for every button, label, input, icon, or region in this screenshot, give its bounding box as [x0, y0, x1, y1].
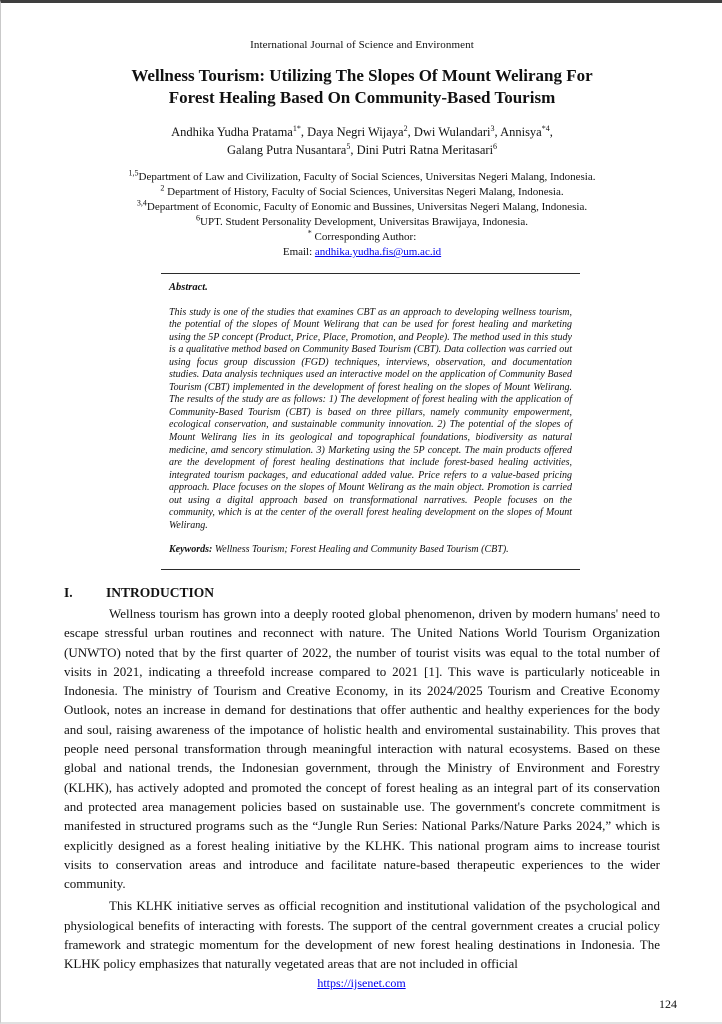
author: Galang Putra Nusantara$^5$, — [226, 141, 357, 157]
abstract-box — [161, 273, 580, 570]
page-content — [1, 3, 722, 974]
affiliation-line: $^{1,5}$Department of Law and Civilization, Faculty of Social Sciences, Universitas Negeri Malang, Indonesia. — [128, 168, 596, 183]
page-number: 124 — [659, 997, 677, 1011]
affiliations-block — [64, 170, 660, 260]
abstract-heading: Abstract. — [169, 282, 208, 293]
paper-title-line2: Forest Healing Based On Community-Based Tourism — [168, 88, 556, 107]
section-heading-introduction — [64, 585, 660, 601]
keywords-label: Keywords: — [169, 544, 213, 556]
corresponding-author-line: * Corresponding Author: — [307, 228, 417, 243]
introduction-paragraph-1: Wellness tourism has grown into a deeply rooted global phenomenon, driven by modern humans' need to escape stressful urban routines and reconnect with nature. The United Nations World Tourism Organization (UNWTO) noted that by the first quarter of 2022, the number of tourist visits was equal to the total number of visits in 2021, indicating a threefold increase compared to 2021 [1]. This wave is particularly noticeable in Indonesia. The ministry of Tourism and Creative Economy, in its 2024/2025 Tourism and Creative Economy Outlook, notes an increase in demand for destinations that offer authentic and healthy experiences for the body and soul, raising awareness of the impotance of holistic health and enviromental sustainability. This proves that people need personal transformation through meaningful interaction with natural ecosystems. Based on these global and national trends, the Indonesian government, through the Ministry of Environment and Forestry (KLHK), has actively adopted and promoted the concept of forest healing as an integral part of its conservation and protected area management policies based on sustainable use. The government's concrete commitment is manifested in structured programs such as the “Jungle Run Series: National Parks/Nature Parks 2024,” which is explicitly designed as a forest healing initiative by the KLHK. This national program aims to increase tourist visits to conservation areas and introduce and facilitate nature-based therapeutic experiences to the wider community. — [64, 605, 660, 892]
author: Dini Putri Ratna Meritasari$^6$ — [356, 141, 498, 157]
journal-header: International Journal of Science and Environment — [250, 39, 474, 51]
section-number: I. — [64, 584, 73, 600]
paper-title-line1: Wellness Tourism: Utilizing The Slopes Of Mount Welirang For — [131, 66, 593, 85]
footer-journal-link[interactable]: https://ijsenet.com — [317, 976, 406, 990]
email-line — [64, 245, 660, 260]
keywords-text: Wellness Tourism; Forest Healing and Community Based Tourism (CBT). — [212, 544, 509, 556]
affiliation-line: $^2$ Department of History, Faculty of Social Sciences, Universitas Negeri Malang, Indonesia. — [160, 183, 564, 198]
authors-block — [64, 124, 660, 159]
abstract-text: This study is one of the studies that examines CBT as an approach to developing wellness tourism, the potential of the slopes of Mount Welirang that can be used for forest healing and marketing using the 5P concept (Product, Price, Place, Promotion, and People). The method used in this study is a qualitative method based on Community Based Tourism (CBT). Data collection was carried out using focus group discussion (FGD) techniques, interviews, observation, and documentation studies. Data analysis techniques used an interactive model on the application of Community Based Tourism (CBT) implemented in the development of forest healing on the slopes of Mount Welirang. The results of the study are as follows: 1) The development of forest healing with the application of Community-Based Tourism (CBT) is based on three pillars, namely community empowerment, ecological conservation, and sustainable community innovation. 2) The potential of the slopes of Mount Welirang lies in its geological and topographical foundations, biodiversity as natural medicine, amd sencory stimulation. 3) Marketing using the 5P concept. The main products offered are the development of forest healing destinations that include forest-based healing activities, integrated tourism packages, and educational added value. Price refers to a value-based pricing approach. Place focuses on the slopes of Mount Welirang as the main object. Promotion is carried out using a digital approach based on transformational narratives. People focuses on the community, which is at the center of the overall forest healing development on the slopes of Mount Welirang. — [169, 306, 572, 531]
footer-link-row — [1, 976, 722, 991]
email-label: Email: — [282, 246, 315, 258]
section-title: INTRODUCTION — [106, 584, 215, 600]
keywords-line — [169, 544, 572, 557]
introduction-paragraph-2: This KLHK initiative serves as official recognition and institutional validation of the psychological and physiological benefits of interacting with forests. The support of the central government creates a crucial policy framework and strategic momentum for the development of new forest healing destinations in Indonesia. The KLHK policy emphasizes that naturally vegetated areas that are not included in official — [64, 898, 660, 972]
affiliation-line: $^{3,4}$Department of Economic, Faculty of Eonomic and Bussines, Universitas Negeri Malang, Indonesia. — [136, 198, 588, 213]
paper-title — [64, 65, 660, 109]
email-link[interactable]: andhika.yudha.fis@um.ac.id — [314, 246, 442, 258]
author: Andhika Yudha Pratama$^{1*}$, — [171, 123, 308, 139]
author: Daya Negri Wijaya$^2$, — [307, 123, 414, 139]
author: Annisya$^{*4}$, — [500, 123, 553, 139]
authors-line1 — [64, 124, 660, 142]
page-footer — [1, 976, 722, 1022]
author: Dwi Wulandari$^3$, — [413, 123, 501, 139]
affiliation-line: $^6$UPT. Student Personality Development, Universitas Brawijaya, Indonesia. — [196, 213, 528, 228]
authors-line2 — [64, 142, 660, 160]
